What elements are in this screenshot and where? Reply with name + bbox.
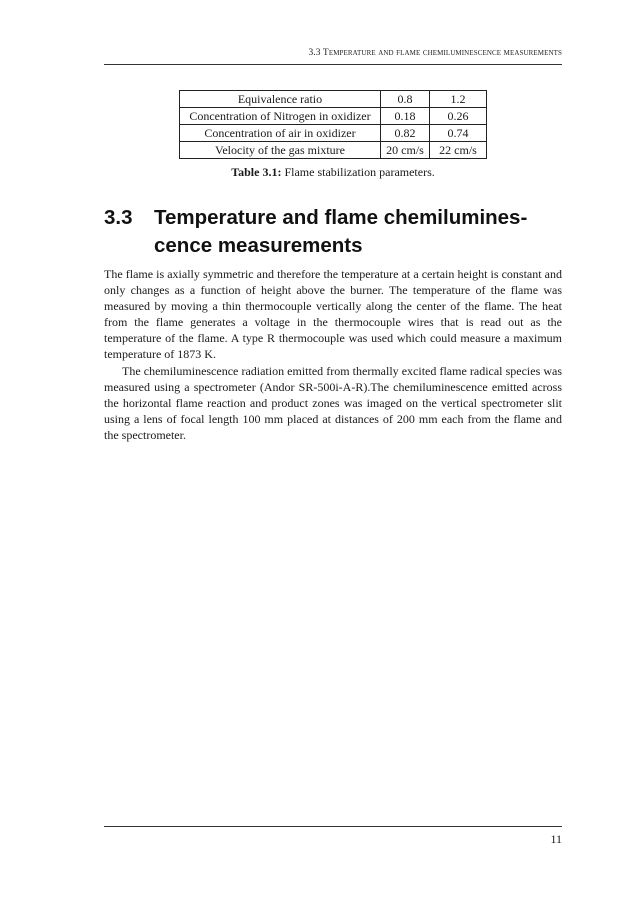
table-cell: Equivalence ratio: [180, 91, 381, 108]
table-cell: 22 cm/s: [430, 142, 487, 159]
table-caption: [104, 165, 562, 180]
table-cell: 0.26: [430, 108, 487, 125]
table-row: [180, 125, 487, 142]
paragraph: The chemiluminescence radiation emitted from thermally excited flame radical species was measured using a spectrometer (Andor SR-500i-A-R).The chemiluminescence emitted across the horizontal flame reaction and product zones was imaged on the vertical spectrometer slit using a lens of focal length 100 mm placed at distances of 200 mm each from the flame and the spectrometer.: [104, 363, 562, 442]
section-number: 3.3: [104, 206, 133, 229]
table-row: [180, 142, 487, 159]
paragraph: The flame is axially symmetric and therefore the temperature at a certain height is constant and only changes as a function of height above the burner. The temperature of the flame was measured by moving a thin thermocouple vertically along the center of the flame. The heat from the flame generates a voltage in the thermocouple wires that is read out as the temperature of the flame. A type R thermocouple was used which could measure a maximum temperature of 1873 K.: [104, 267, 562, 362]
page-number: 11: [550, 832, 562, 846]
stabilization-parameters-table: [179, 90, 487, 159]
header-rule: [104, 64, 562, 65]
footer-rule: [104, 826, 562, 827]
table-cell: 0.82: [381, 125, 430, 142]
caption-label: Table 3.1:: [231, 165, 282, 179]
table-cell: Velocity of the gas mixture: [180, 142, 381, 159]
table-cell: 0.8: [381, 91, 430, 108]
table-row: [180, 108, 487, 125]
table-cell: 0.18: [381, 108, 430, 125]
table-cell: 0.74: [430, 125, 487, 142]
section-title: Temperature and flame chemilumines-cence measurements: [154, 206, 528, 257]
running-header: 3.3 Temperature and flame chemiluminescence measurements: [308, 48, 562, 58]
table-cell: 1.2: [430, 91, 487, 108]
table-cell: Concentration of Nitrogen in oxidizer: [180, 108, 381, 125]
body-text: [104, 266, 562, 443]
table-cell: Concentration of air in oxidizer: [180, 125, 381, 142]
table-cell: 20 cm/s: [381, 142, 430, 159]
table-row: [180, 91, 487, 108]
caption-text: Flame stabilization parameters.: [284, 165, 435, 179]
